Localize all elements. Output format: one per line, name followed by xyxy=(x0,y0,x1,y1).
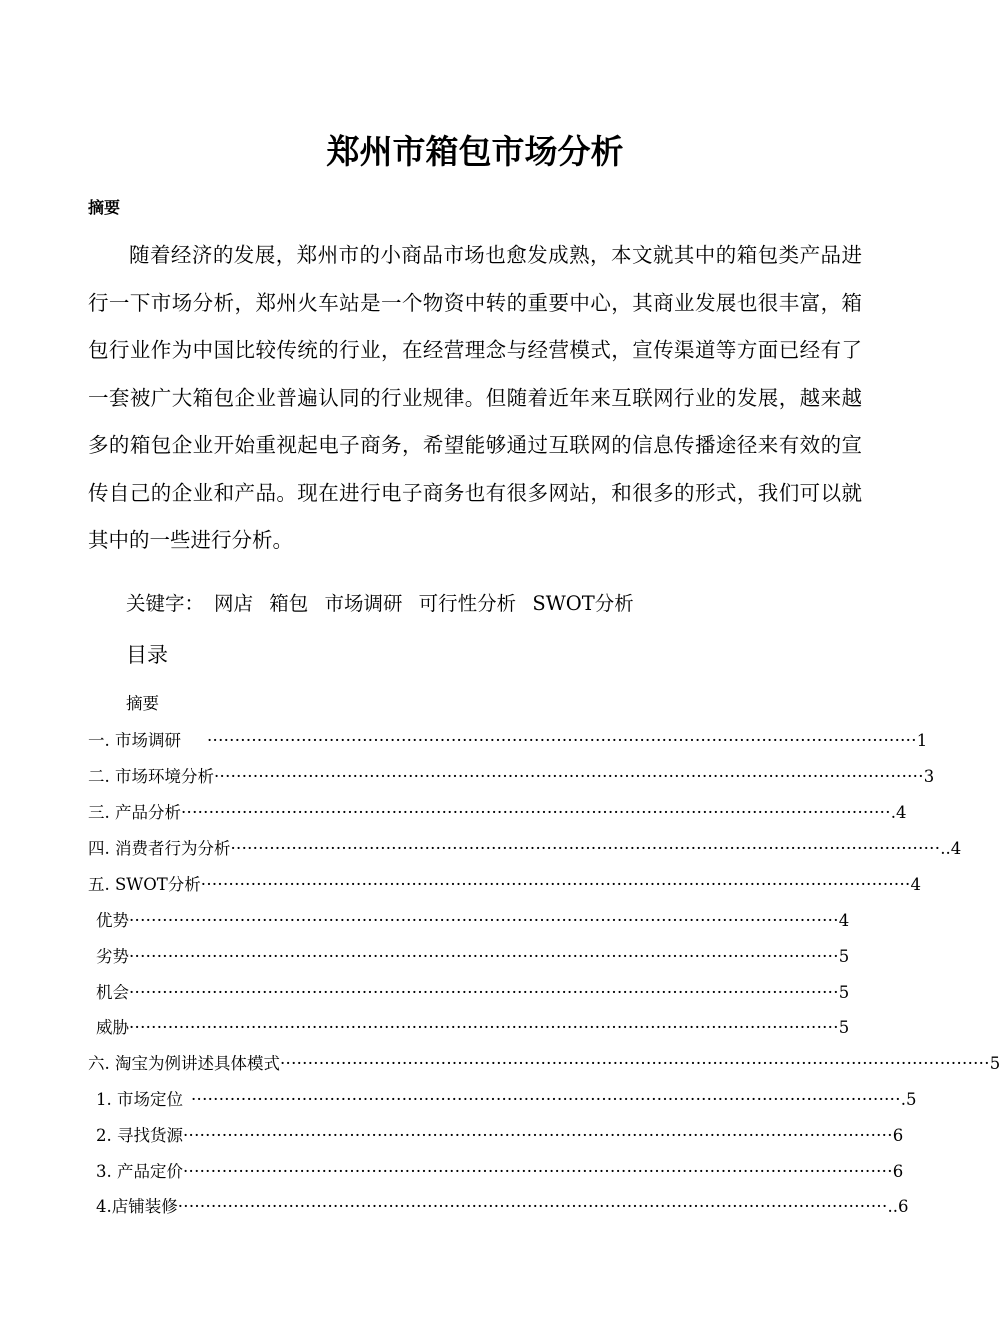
toc-heading: 目录 xyxy=(126,643,168,667)
toc-entry xyxy=(88,1052,1000,1076)
toc-entry xyxy=(96,981,850,1005)
toc-entry xyxy=(96,1160,904,1184)
toc-leader-dots: ································································································································ xyxy=(200,875,911,894)
keywords-line xyxy=(126,589,634,619)
toc-entry xyxy=(88,801,907,825)
toc-entry-page: 4 xyxy=(838,911,850,930)
toc-entry xyxy=(88,837,962,861)
toc-entry xyxy=(96,909,850,933)
toc-entry-label: 机会 xyxy=(96,983,129,1002)
toc-leader-dots: ································································································································ xyxy=(183,1126,893,1145)
toc-leader-dots: ································································································································ xyxy=(129,911,839,930)
toc-entry xyxy=(96,1016,850,1040)
toc-entry-page: ..6 xyxy=(887,1197,909,1216)
toc-entry-page: .4 xyxy=(890,803,907,822)
toc-entry-label: 二. 市场环境分析 xyxy=(88,767,214,786)
keyword: 市场调研 xyxy=(324,592,403,615)
toc-leader-dots: ································································································································ xyxy=(129,1018,839,1037)
toc-leader-dots: ································································································································ xyxy=(191,1090,901,1109)
keywords-label: 关键字： xyxy=(126,592,205,615)
toc-entry-page: 5 xyxy=(838,1018,850,1037)
toc-entry-label: 4.店铺装修 xyxy=(96,1197,178,1216)
toc-entry xyxy=(96,945,850,969)
toc-leader-dots: ································································································································ xyxy=(207,731,917,750)
toc-entry-label: 1. 市场定位 xyxy=(96,1090,183,1109)
toc-leader-dots: ································································································································ xyxy=(280,1054,990,1073)
keyword: 可行性分析 xyxy=(418,592,517,615)
toc-entry xyxy=(88,873,922,897)
keyword: 网店 xyxy=(214,592,254,615)
document-title: 郑州市箱包市场分析 xyxy=(326,132,624,171)
toc-entry-page: 4 xyxy=(910,875,922,894)
toc-leader-dots: ································································································································ xyxy=(177,1197,888,1216)
toc-leader-dots: ································································································································ xyxy=(230,839,941,858)
toc-entry-label: 优势 xyxy=(96,911,129,930)
toc-entry-page: 6 xyxy=(892,1126,904,1145)
toc-entry-page: .5 xyxy=(900,1090,917,1109)
toc-entry-page: 1 xyxy=(916,731,928,750)
abstract-heading: 摘要 xyxy=(88,198,121,217)
toc-entry-page: 3 xyxy=(923,767,935,786)
toc-entry-page: 5 xyxy=(838,947,850,966)
toc-entry xyxy=(96,1088,917,1112)
toc-entry-label: 威胁 xyxy=(96,1018,129,1037)
toc-entry-label: 一. 市场调研 xyxy=(88,731,181,750)
toc-entry-label: 劣势 xyxy=(96,947,129,966)
keyword: 箱包 xyxy=(269,592,309,615)
toc-entry-label: 3. 产品定价 xyxy=(96,1162,183,1181)
toc-entry-page: 6 xyxy=(892,1162,904,1181)
toc-entry-label: 六. 淘宝为例讲述具体模式 xyxy=(88,1054,280,1073)
toc-entry xyxy=(88,765,935,789)
abstract-paragraph: 随着经济的发展，郑州市的小商品市场也愈发成熟，本文就其中的箱包类产品进行一下市场分析，郑州火车站是一个物资中转的重要中心，其商业发展也很丰富，箱包行业作为中国比较传统的行业，在经营理念与经营模式，宣传渠道等方面已经有了一套被广大箱包企业普遍认同的行业规律。但随着近年来互联网行业的发展，越来越多的箱包企业开始重视起电子商务，希望能够通过互联网的信息传播途径来有效的宣传自己的企业和产品。现在进行电子商务也有很多网站，和很多的形式，我们可以就其中的一些进行分析。 xyxy=(88,243,862,552)
toc-leader-dots: ································································································································ xyxy=(183,1162,893,1181)
toc-entry xyxy=(96,1124,904,1148)
toc-entry-label: 四. 消费者行为分析 xyxy=(88,839,231,858)
toc-leader-dots: ································································································································ xyxy=(214,767,924,786)
toc-entry-label: 五. SWOT分析 xyxy=(88,875,201,894)
toc-entry-label: 三. 产品分析 xyxy=(88,803,181,822)
toc-entry-label: 2. 寻找货源 xyxy=(96,1126,183,1145)
toc-entry-abstract: 摘要 xyxy=(126,694,159,713)
toc-leader-dots: ································································································································ xyxy=(129,983,839,1002)
toc-leader-dots: ································································································································ xyxy=(181,803,891,822)
toc-entry-page: 5 xyxy=(838,983,850,1002)
toc-entry xyxy=(96,1195,909,1219)
toc-entry-page: ..4 xyxy=(940,839,962,858)
keyword: SWOT分析 xyxy=(532,592,634,615)
toc-entry xyxy=(88,729,928,753)
toc-entry-page: 5 xyxy=(989,1054,1000,1073)
toc-leader-dots: ································································································································ xyxy=(129,947,839,966)
